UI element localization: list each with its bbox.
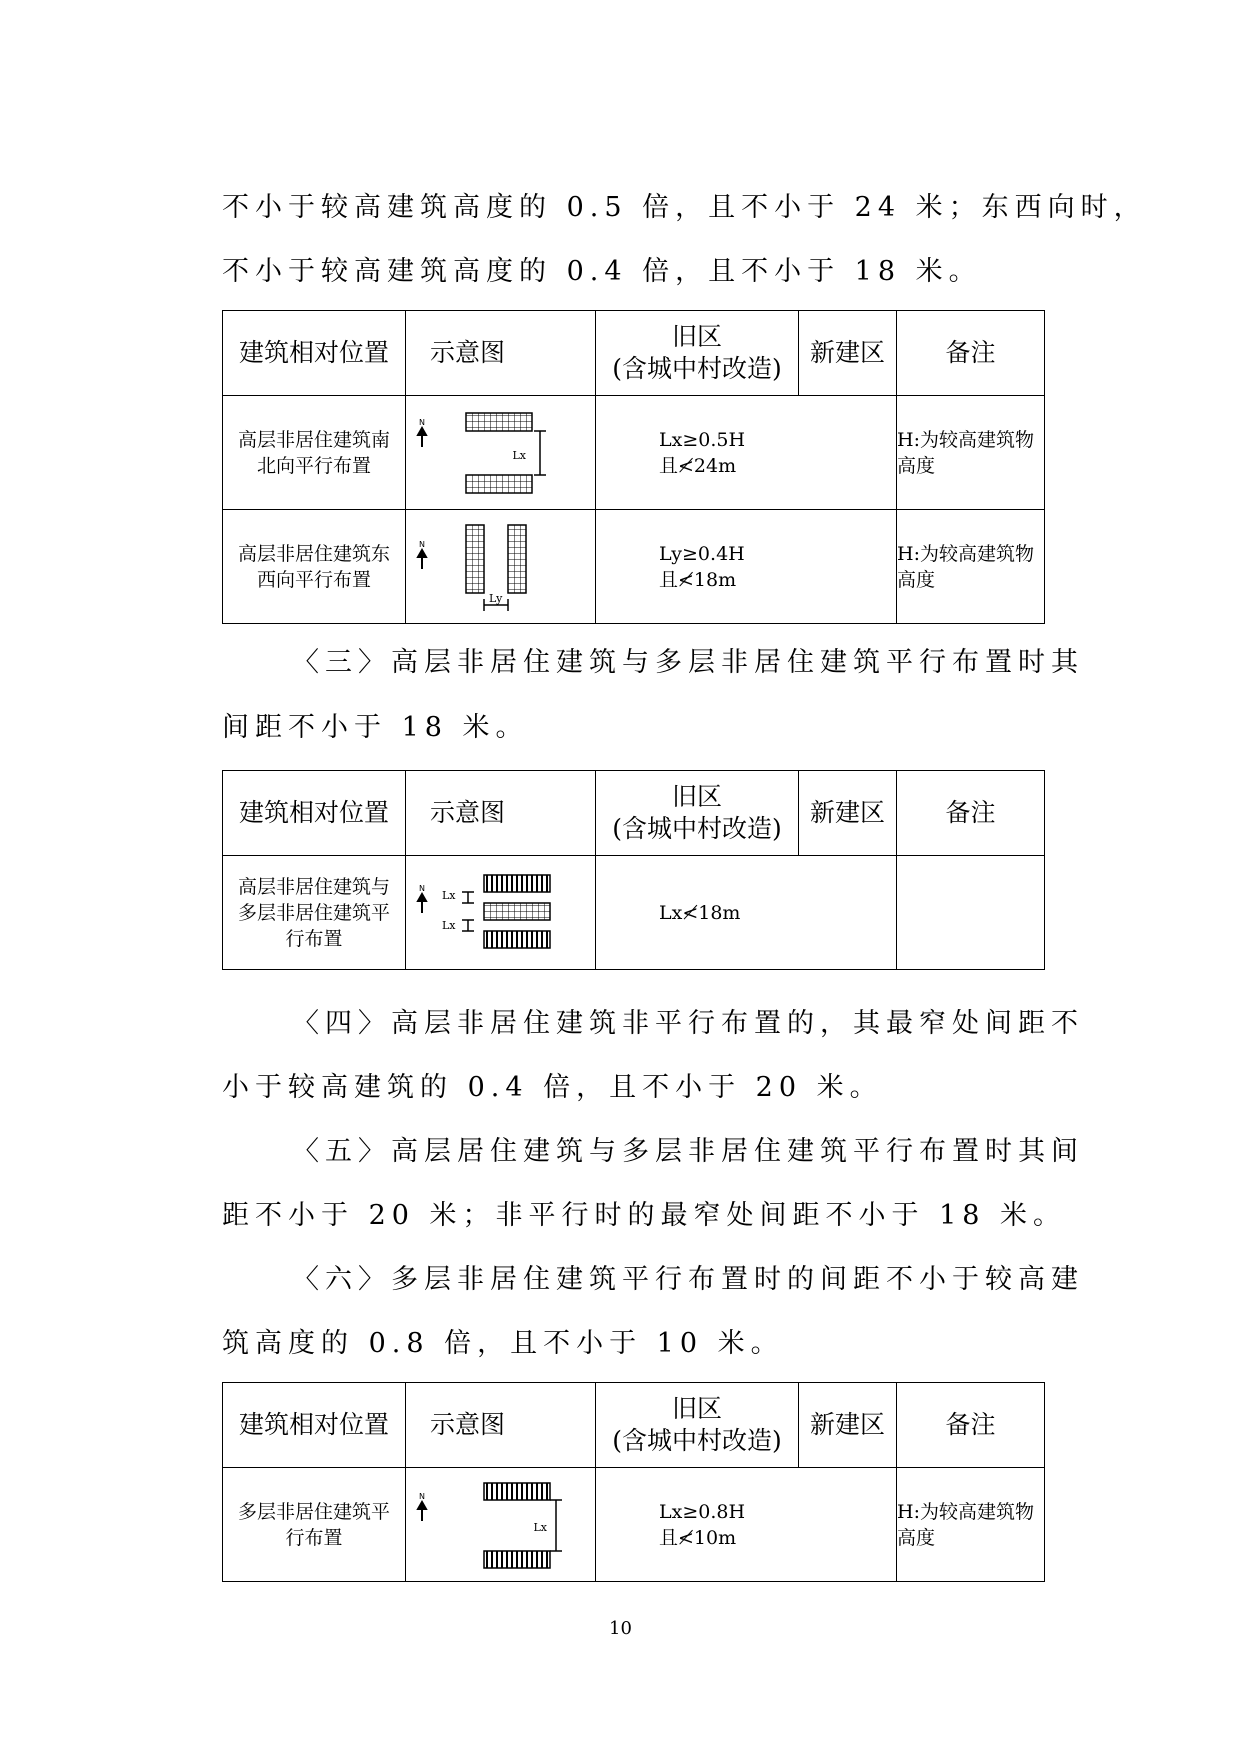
- dimension-label: Lx: [533, 1520, 547, 1534]
- building-shape: [484, 1551, 550, 1568]
- dimension-label: Ly: [489, 591, 503, 605]
- ns-parallel-diagram: [406, 397, 596, 509]
- paragraph-line: 筑高度的 0.8 倍，且不小于 10 米。: [222, 1328, 784, 1359]
- paragraph-line: 间距不小于 18 米。: [222, 712, 529, 743]
- note-cell: H:为较高建筑物 高度: [897, 1468, 1045, 1582]
- building-shape: [466, 525, 484, 593]
- header-note: 备注: [897, 771, 1045, 856]
- header-new-district: 新建区: [799, 771, 897, 856]
- position-cell: 高层非居住建筑南 北向平行布置: [223, 396, 406, 510]
- header-diagram: 示意图: [406, 311, 596, 396]
- header-position: 建筑相对位置: [223, 771, 406, 856]
- building-shape: [484, 1483, 550, 1500]
- page-number: 10: [609, 1618, 632, 1639]
- value-cell: Lx≥0.5H 且≮24m: [596, 396, 897, 510]
- diagram-cell: [406, 1468, 596, 1582]
- building-shape: [466, 475, 532, 493]
- table-row: [223, 396, 1045, 510]
- building-shape: [508, 525, 526, 593]
- multi-parallel-diagram: [406, 1469, 596, 1581]
- north-arrow-icon: [418, 1502, 426, 1521]
- table-header-row: [223, 311, 1045, 396]
- north-arrow-icon: [418, 894, 426, 913]
- note-cell: H:为较高建筑物 高度: [897, 510, 1045, 624]
- value-cell: Lx≮18m: [596, 856, 897, 970]
- header-new-district: 新建区: [799, 311, 897, 396]
- paragraph-line: 〈六〉多层非居住建筑平行布置时的间距不小于较高建: [292, 1264, 1084, 1295]
- diagram-cell: [406, 510, 596, 624]
- north-label: N: [419, 1491, 425, 1501]
- dimension-label: Lx: [442, 918, 456, 932]
- table-header-row: [223, 1383, 1045, 1468]
- position-cell: 高层非居住建筑与 多层非居住建筑平 行布置: [223, 856, 406, 970]
- paragraph-line: 小于较高建筑的 0.4 倍，且不小于 20 米。: [222, 1072, 883, 1103]
- header-old-district: 旧区 (含城中村改造): [596, 311, 799, 396]
- north-label: N: [419, 417, 425, 427]
- note-cell: H:为较高建筑物 高度: [897, 396, 1045, 510]
- spacing-table-3: [222, 1382, 1045, 1582]
- header-note: 备注: [897, 1383, 1045, 1468]
- dimension-label: Lx: [442, 888, 456, 902]
- header-diagram: 示意图: [406, 771, 596, 856]
- position-cell: 多层非居住建筑平 行布置: [223, 1468, 406, 1582]
- table-row: [223, 510, 1045, 624]
- table-header-row: [223, 771, 1045, 856]
- paragraph-line: 〈三〉高层非居住建筑与多层非居住建筑平行布置时其: [292, 647, 1084, 678]
- spacing-table-1: [222, 310, 1045, 624]
- north-arrow-icon: [418, 428, 426, 447]
- paragraph-line: 不小于较高建筑高度的 0.5 倍，且不小于 24 米；东西向时，: [222, 192, 1147, 223]
- value-cell: Lx≥0.8H 且≮10m: [596, 1468, 897, 1582]
- north-arrow-icon: [418, 550, 426, 569]
- high-multi-parallel-diagram: [406, 857, 596, 969]
- diagram-cell: [406, 396, 596, 510]
- paragraph-line: 〈四〉高层非居住建筑非平行布置的，其最窄处间距不: [292, 1008, 1084, 1039]
- table-row: [223, 856, 1045, 970]
- table-row: [223, 1468, 1045, 1582]
- paragraph-line: 距不小于 20 米；非平行时的最窄处间距不小于 18 米。: [222, 1200, 1067, 1231]
- dimension-label: Lx: [512, 448, 526, 462]
- header-position: 建筑相对位置: [223, 311, 406, 396]
- spacing-table-2: [222, 770, 1045, 970]
- building-shape: [484, 903, 550, 920]
- building-shape: [484, 931, 550, 948]
- north-label: N: [419, 883, 425, 893]
- value-cell: Ly≥0.4H 且≮18m: [596, 510, 897, 624]
- north-label: N: [419, 539, 425, 549]
- note-cell: [897, 856, 1045, 970]
- header-note: 备注: [897, 311, 1045, 396]
- header-new-district: 新建区: [799, 1383, 897, 1468]
- header-old-district: 旧区 (含城中村改造): [596, 771, 799, 856]
- paragraph-line: 〈五〉高层居住建筑与多层非居住建筑平行布置时其间: [292, 1136, 1084, 1167]
- building-shape: [466, 413, 532, 431]
- building-shape: [484, 875, 550, 892]
- diagram-cell: [406, 856, 596, 970]
- header-diagram: 示意图: [406, 1383, 596, 1468]
- header-position: 建筑相对位置: [223, 1383, 406, 1468]
- paragraph-line: 不小于较高建筑高度的 0.4 倍，且不小于 18 米。: [222, 256, 982, 287]
- ew-parallel-diagram: [406, 511, 596, 623]
- header-old-district: 旧区 (含城中村改造): [596, 1383, 799, 1468]
- position-cell: 高层非居住建筑东 西向平行布置: [223, 510, 406, 624]
